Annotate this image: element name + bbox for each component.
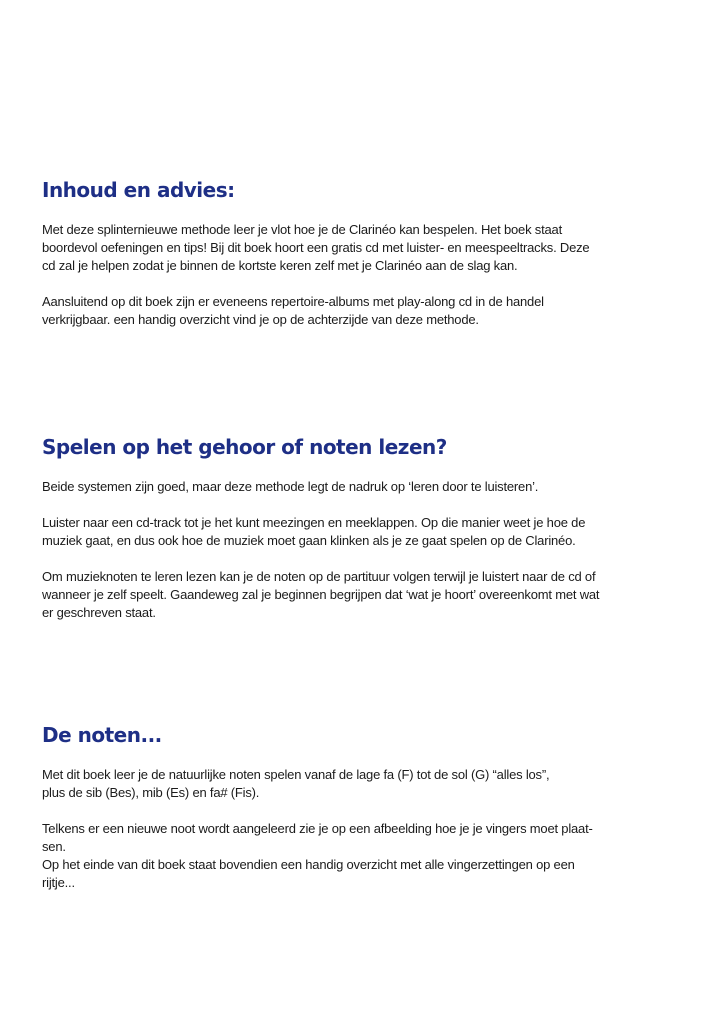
paragraph: [42, 514, 672, 550]
paragraph: [42, 293, 672, 329]
text-line: plus de sib (Bes), mib (Es) en fa# (Fis).: [42, 785, 260, 800]
text-line: verkrijgbaar. een handig overzicht vind je op de achterzijde van deze methode.: [42, 312, 479, 327]
section-de-noten: [42, 721, 672, 910]
text-line: Aansluitend op dit boek zijn er eveneens repertoire-albums met play-along cd in de handel: [42, 294, 544, 309]
paragraph: [42, 221, 672, 275]
section-spelen-op-het-gehoor: [42, 433, 672, 640]
text-line: cd zal je helpen zodat je binnen de kortste keren zelf met je Clarinéo aan de slag kan.: [42, 258, 518, 273]
section-heading: Spelen op het gehoor of noten lezen?: [42, 435, 447, 459]
text-line: boordevol oefeningen en tips! Bij dit boek hoort een gratis cd met luister- en meespeeltracks. Deze: [42, 240, 590, 255]
text-line: er geschreven staat.: [42, 605, 156, 620]
section-inhoud-en-advies: [42, 176, 672, 347]
text-line: Met dit boek leer je de natuurlijke noten spelen vanaf de lage fa (F) tot de sol (G) “alles los”,: [42, 767, 550, 782]
paragraph: [42, 568, 672, 622]
text-line: Met deze splinternieuwe methode leer je vlot hoe je de Clarinéo kan bespelen. Het boek staat: [42, 222, 562, 237]
paragraph: [42, 820, 672, 856]
text-line: muziek gaat, en dus ook hoe de muziek moet gaan klinken als je ze gaat spelen op de Clarinéo.: [42, 533, 576, 548]
text-line: Om muzieknoten te leren lezen kan je de noten op de partituur volgen terwijl je luistert naar de cd of: [42, 569, 596, 584]
paragraph: [42, 856, 672, 892]
paragraph: [42, 766, 672, 802]
section-heading: De noten...: [42, 723, 162, 747]
text-line: Op het einde van dit boek staat bovendien een handig overzicht met alle vingerzettingen op een: [42, 857, 575, 872]
text-line: Beide systemen zijn goed, maar deze methode legt de nadruk op ‘leren door te luisteren’.: [42, 479, 539, 494]
text-line: sen.: [42, 839, 66, 854]
paragraph: [42, 478, 672, 496]
text-line: rijtje...: [42, 875, 75, 890]
text-line: Telkens er een nieuwe noot wordt aangeleerd zie je op een afbeelding hoe je je vingers moet plaat-: [42, 821, 593, 836]
section-heading: Inhoud en advies:: [42, 178, 235, 202]
text-line: wanneer je zelf speelt. Gaandeweg zal je beginnen begrijpen dat ‘wat je hoort’ overeenkomt met wat: [42, 587, 600, 602]
text-line: Luister naar een cd-track tot je het kunt meezingen en meeklappen. Op die manier weet je hoe de: [42, 515, 586, 530]
